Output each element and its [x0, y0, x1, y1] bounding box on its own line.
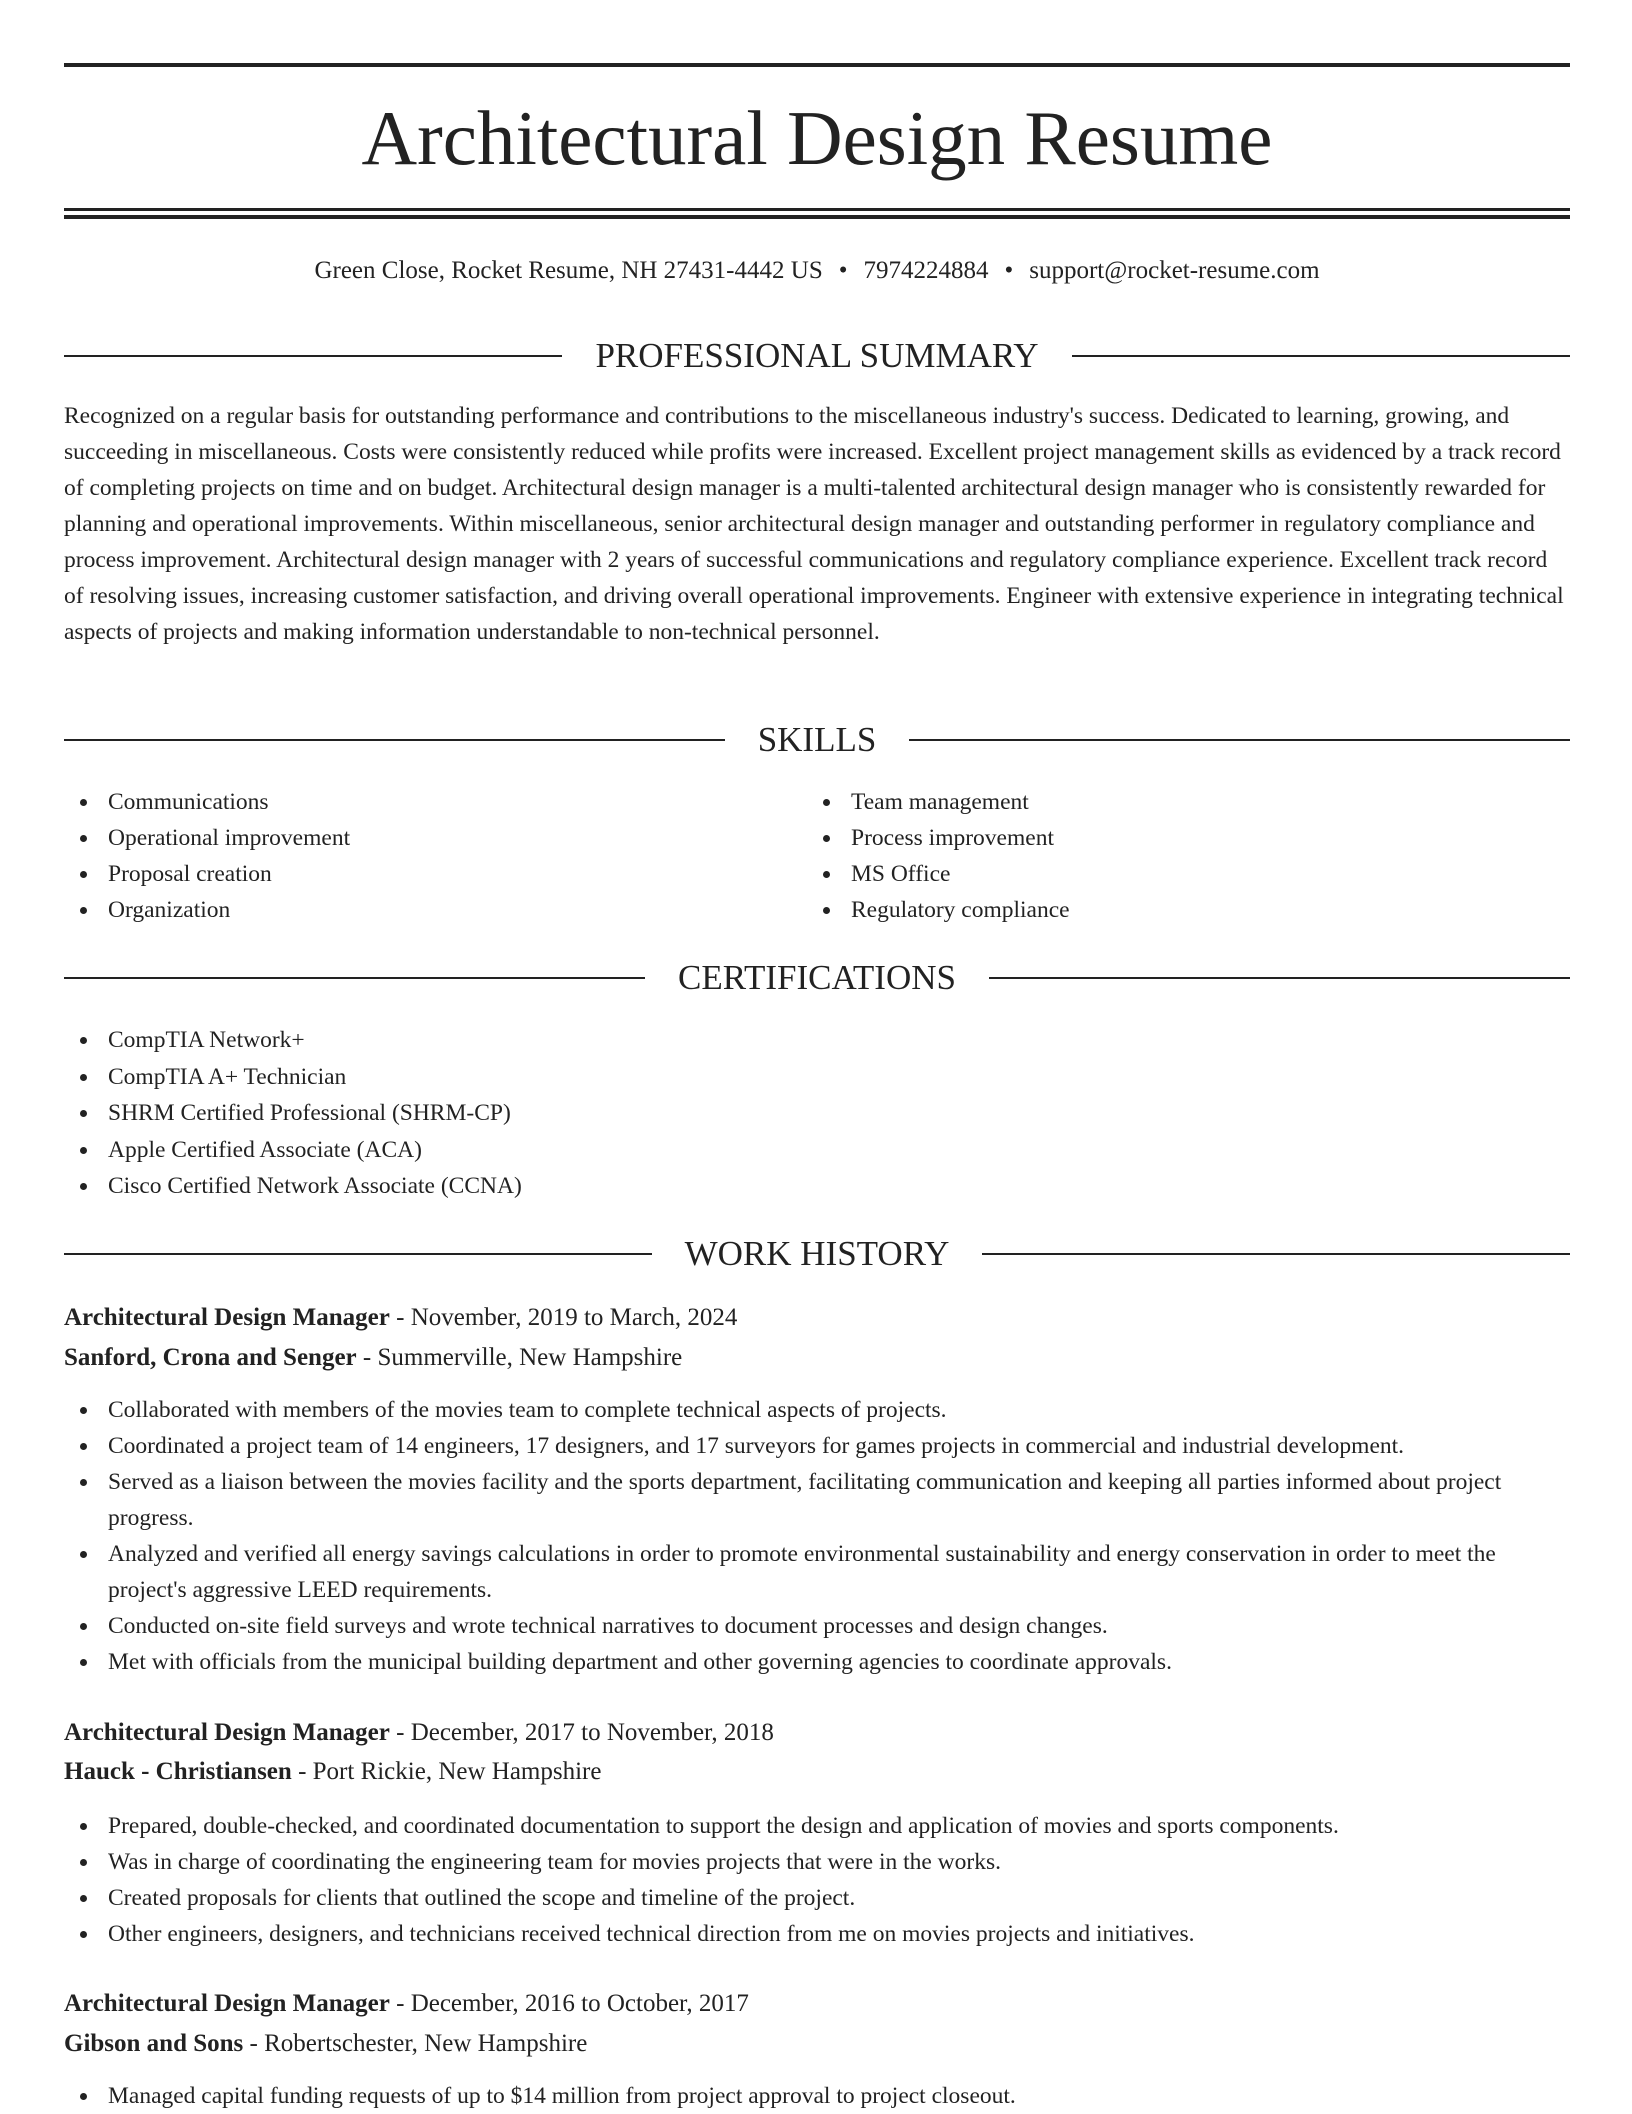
contact-line [64, 254, 1570, 288]
duty-item: Coordinated a project team of 14 engineers, 17 designers, and 17 surveyors for games projects in commercial and industrial development. [64, 1428, 1570, 1464]
duty-item: Other engineers, designers, and technicians received technical direction from me on movies projects and initiatives. [64, 1916, 1570, 1952]
heading-rule-left [64, 739, 725, 741]
summary-text: Recognized on a regular basis for outstanding performance and contributions to the miscellaneous industry's success. Dedicated to learning, growing, and succeeding in miscellaneous. Costs were consistently reduced while profits were increased. Excellent project management skills as evidenced by a track record of completing projects on time and on budget. Architectural design manager is a multi-talented architectural design manager who is consistently rewarded for planning and operational improvements. Within miscellaneous, senior architectural design manager and outstanding performer in regulatory compliance and process improvement. Architectural design manager with 2 years of successful communications and regulatory compliance experience. Excellent track record of resolving issues, increasing customer satisfaction, and driving overall operational improvements. Engineer with extensive experience in integrating technical aspects of projects and making information understandable to non-technical personnel. [64, 403, 1564, 645]
heading-rule-right [989, 977, 1570, 979]
section-title: CERTIFICATIONS [678, 958, 956, 997]
duty-item: Met with officials from the municipal building department and other governing agencies to coordinate approvals. [64, 1644, 1570, 1680]
job-location: Port Rickie, New Hampshire [312, 1758, 602, 1785]
job-company-line: Sanford, Crona and Senger - Summerville, New Hampshire [64, 1344, 683, 1371]
skill-item: Organization [64, 892, 764, 928]
certification-item: Cisco Certified Network Associate (CCNA) [64, 1168, 1064, 1205]
duty-item: Conducted on-site field surveys and wrote technical narratives to document processes and design changes. [64, 1608, 1570, 1644]
section-title: WORK HISTORY [684, 1234, 950, 1273]
heading-rule-right [1072, 355, 1570, 357]
job-title: Architectural Design Manager [64, 1304, 390, 1331]
summary-section-heading [64, 334, 1570, 378]
job-title-line: Architectural Design Manager - November, 2019 to March, 2024 [64, 1304, 738, 1331]
contact-email: support@rocket-resume.com [1029, 257, 1320, 284]
skills-list-right [807, 784, 1507, 928]
job-location: Summerville, New Hampshire [377, 1344, 683, 1371]
contact-separator: • [838, 257, 848, 284]
skills-list-left [64, 784, 764, 928]
work-history-section-heading [64, 1232, 1570, 1276]
certification-item: Apple Certified Associate (ACA) [64, 1132, 1064, 1169]
duty-item: Served as a liaison between the movies facility and the sports department, facilitating communication and keeping all parties informed about project progress. [64, 1464, 1570, 1536]
job-company: Sanford, Crona and Senger [64, 1344, 357, 1371]
top-rule [64, 63, 1570, 67]
job-title-line: Architectural Design Manager - December, 2017 to November, 2018 [64, 1719, 774, 1746]
certification-item: CompTIA Network+ [64, 1022, 1064, 1059]
job-dates: December, 2017 to November, 2018 [410, 1719, 774, 1746]
certifications-section-heading [64, 956, 1570, 1000]
heading-rule-left [64, 1253, 652, 1255]
job-duties-list [64, 1808, 1570, 1952]
title-rule-upper [64, 208, 1570, 211]
heading-rule-right [909, 739, 1570, 741]
skill-item: Team management [807, 784, 1507, 820]
heading-rule-left [64, 977, 645, 979]
certification-item: SHRM Certified Professional (SHRM-CP) [64, 1095, 1064, 1132]
duty-item: Analyzed and verified all energy savings calculations in order to promote environmental sustainability and energy conservation in order to meet the project's aggressive LEED requirements. [64, 1536, 1570, 1608]
duty-item: Prepared, double-checked, and coordinated documentation to support the design and application of movies and sports components. [64, 1808, 1570, 1844]
certification-item: CompTIA A+ Technician [64, 1059, 1064, 1096]
job-duties-list [64, 2078, 1570, 2114]
job-dates: November, 2019 to March, 2024 [410, 1304, 738, 1331]
job-title-line: Architectural Design Manager - December, 2016 to October, 2017 [64, 1990, 749, 2017]
job-location: Robertschester, New Hampshire [264, 2030, 588, 2057]
skill-item: Regulatory compliance [807, 892, 1507, 928]
heading-rule-left [64, 355, 562, 357]
skill-item: Operational improvement [64, 820, 764, 856]
skill-item: Process improvement [807, 820, 1507, 856]
skills-section-heading [64, 718, 1570, 762]
skill-item: Proposal creation [64, 856, 764, 892]
contact-address: Green Close, Rocket Resume, NH 27431-4442 US [314, 257, 823, 284]
section-title: PROFESSIONAL SUMMARY [595, 336, 1039, 375]
job-title: Architectural Design Manager [64, 1990, 390, 2017]
job-company-line: Hauck - Christiansen - Port Rickie, New Hampshire [64, 1758, 602, 1785]
job-company: Hauck - Christiansen [64, 1758, 292, 1785]
contact-phone: 7974224884 [863, 257, 989, 284]
job-company: Gibson and Sons [64, 2030, 244, 2057]
title-rule-lower [64, 215, 1570, 219]
skill-item: Communications [64, 784, 764, 820]
skill-item: MS Office [807, 856, 1507, 892]
duty-item: Was in charge of coordinating the engineering team for movies projects that were in the works. [64, 1844, 1570, 1880]
section-title: SKILLS [757, 720, 877, 759]
duty-item: Collaborated with members of the movies team to complete technical aspects of projects. [64, 1392, 1570, 1428]
job-title: Architectural Design Manager [64, 1719, 390, 1746]
job-duties-list [64, 1392, 1570, 1680]
resume-title: Architectural Design Resume [361, 95, 1273, 181]
job-company-line: Gibson and Sons - Robertschester, New Hampshire [64, 2030, 588, 2057]
duty-item: Managed capital funding requests of up to $14 million from project approval to project closeout. [64, 2078, 1570, 2114]
certifications-list [64, 1022, 1064, 1205]
contact-separator: • [1004, 257, 1014, 284]
job-dates: December, 2016 to October, 2017 [410, 1990, 749, 2017]
heading-rule-right [982, 1253, 1570, 1255]
duty-item: Created proposals for clients that outlined the scope and timeline of the project. [64, 1880, 1570, 1916]
